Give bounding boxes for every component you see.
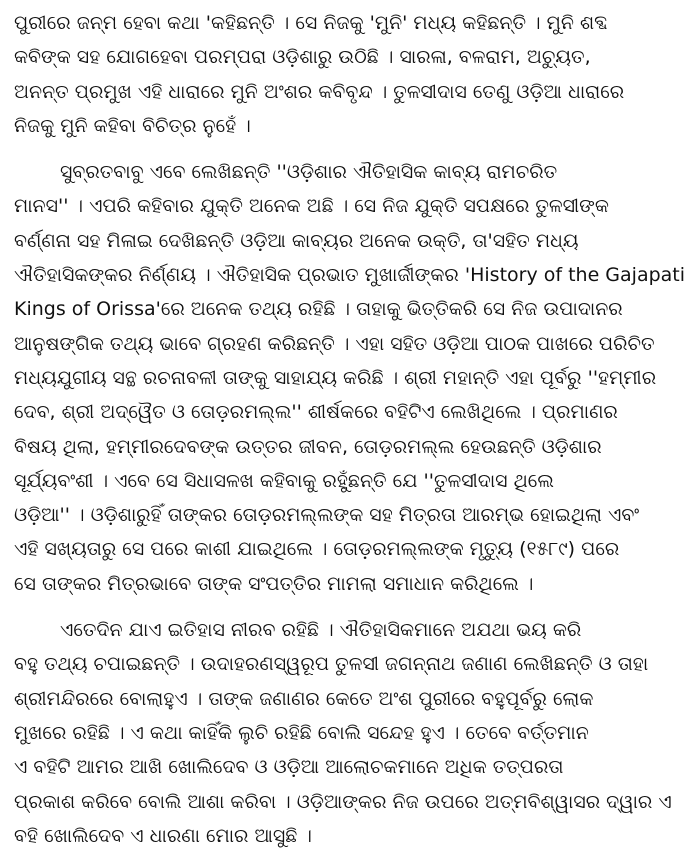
text-line: ଏହି ସଖ୍ୟତାରୁ ସେ ପରେ କାଶୀ ଯାଇଥିଲେ । ତୋଡ଼ରମଲ୍ଲଙ୍କ ମୃତ୍ୟୁ (୧୫୮୯) ପରେ	[14, 538, 620, 561]
text-line: ଐତିହାସିକଙ୍କର ନିର୍ଣ୍ଣୟ । ଐତିହାସିକ ପ୍ରଭାତ ମୁଖାର୍ଜୀଙ୍କର 'History of the Gajapati	[14, 264, 685, 287]
paragraph-1	[14, 6, 625, 143]
text-line: ଏତେଦିନ ଯାଏ ଇତିହାସ ନୀରବ ରହିଛି । ଐତିହାସିକମାନେ ଅଯଥା ଭୟ କରି	[60, 619, 582, 642]
text-line: ଶ୍ରୀମନ୍ଦିରରେ ବୋଲାହୁଏ । ତାଙ୍କ ଜଣାଣର କେତେ ଅଂଶ ପୁରୀରେ ବହୁପୂର୍ବରୁ ଲୋକ	[14, 687, 594, 710]
text-line: ଦେବ, ଶ୍ରୀ ଅଦ୍ୱୈତ ଓ ତୋଡ଼ରମଲ୍ଲ'' ଶୀର୍ଷକରେ ବହିଟିଏ ଲେଖିଥିଲେ । ପ୍ରମାଣର	[14, 401, 618, 424]
text-line: ଆନୁଷଙ୍ଗିକ ତଥ୍ୟ ଭାବେ ଗ୍ରହଣ କରିଛନ୍ତି । ଏହା ସହିତ ଓଡ଼ିଆ ପାଠକ ପାଖରେ ପରିଚିତ	[14, 332, 655, 355]
paragraph-3	[14, 613, 672, 853]
text-line: Kings of Orissa'ରେ ଅନେକ ତଥ୍ୟ ରହିଛି । ତାହାକୁ ଭିତ୍ତିକରି ସେ ନିଜ ଉପାଦାନର	[14, 298, 623, 321]
text-line: ପ୍ରକାଶ କରିବେ ବୋଲି ଆଶା କରିବା । ଓଡ଼ିଆଙ୍କର ନିଜ ଉପରେ ଅତ୍ମବିଶ୍ୱାସର ଦ୍ୱାର ଏ	[14, 790, 672, 813]
text-line: ବର୍ଣ୍ଣନା ସହ ମିଳାଇ ଦେଖିଛନ୍ତି ଓଡ଼ିଆ କାବ୍ୟର ଅନେକ ଉକ୍ତି, ତା'ସହିତ ମଧ୍ୟ	[14, 229, 579, 252]
text-line: ଓଡ଼ିଆ'' । ଓଡ଼ିଶାରୁହିଁ ତାଙ୍କର ତୋଡ଼ରମଲ୍ଲଙ୍କ ସହ ମିତ୍ରତା ଆରମ୍ଭ ହୋଇଥିଲା ଏବଂ	[14, 504, 640, 527]
text-line: ବିଷୟ ଥିଲା, ହମ୍ମୀରଦେବଙ୍କ ଉତ୍ତର ଜୀବନ, ତୋଡ଼ରମଲ୍ଲ ହେଉଛନ୍ତି ଓଡ଼ିଶାର	[14, 435, 602, 458]
text-line: ସେ ତାଙ୍କର ମିତ୍ରଭାବେ ତାଙ୍କ ସଂପତ୍ତିର ମାମଲା ସମାଧାନ କରିଥିଲେ ।	[14, 572, 534, 595]
text-line: ବହୁ ତଥ୍ୟ ଚପାଇଛନ୍ତି । ଉଦାହରଣସ୍ୱରୂପ ତୁଳସୀ ଜଗନ୍ନାଥ ଜଣାଣ ଲେଖିଛନ୍ତି ଓ ତାହା	[14, 653, 649, 676]
text-line: ନିଜକୁ ମୁନି କହିବା ବିଚିତ୍ର ନୁହେଁ ।	[14, 114, 251, 137]
text-line: ଏ ବହିଟି ଆମର ଆଖି ଖୋଲିଦେବ ଓ ଓଡ଼ିଆ ଆଲୋଚକମାନେ ଅଧିକ ତତ୍ପରତା	[14, 756, 564, 779]
paragraph-2	[14, 155, 685, 601]
text-line: ଅନନ୍ତ ପ୍ରମୁଖ ଏହି ଧାରାରେ ମୁନି ଅଂଶର କବିବୃନ୍ଦ । ତୁଳସୀଦାସ ତେଣୁ ଓଡ଼ିଆ ଧାରାରେ	[14, 80, 625, 103]
text-line: ମୁଖରେ ରହିଛି । ଏ କଥା କାହିଁକି ଲୁଚି ରହିଛି ବୋଲି ସନ୍ଦେହ ହୁଏ । ତେବେ ବର୍ତ୍ତମାନ	[14, 721, 589, 744]
text-line: କବିଙ୍କ ସହ ଯୋଗହେବା ପରମ୍ପରା ଓଡ଼ିଶାରୁ ଉଠିଛି । ସାରଳା, ବଳରାମ, ଅଚ୍ୟୁତ,	[14, 46, 591, 69]
text-line: ପୁରୀରେ ଜନ୍ମ ହେବା କଥା 'କହିଛନ୍ତି । ସେ ନିଜକୁ 'ମୁନି' ମଧ୍ୟ କହିଛନ୍ତି । ମୁନି ଶବ୍ଦ	[14, 12, 608, 34]
text-line: ମାନସ'' । ଏପରି କହିବାର ଯୁକ୍ତି ଅନେକ ଅଛି । ସେ ନିଜ ଯୁକ୍ତି ସପକ୍ଷରେ ତୁଳସୀଙ୍କ	[14, 195, 609, 218]
text-line: ସୂର୍ଯ୍ୟବଂଶୀ । ଏବେ ସେ ସିଧାସଳଖ କହିବାକୁ ରହୁଁଛନ୍ତି ଯେ ''ତୁଳସୀଦାସ ଥିଲେ	[14, 469, 554, 492]
text-line: ସୁବ୍ରତବାବୁ ଏବେ ଲେଖିଛନ୍ତି ''ଓଡ଼ିଶାର ଐତିହାସିକ କାବ୍ୟ ରାମଚରିତ	[60, 161, 558, 184]
text-line: ବହି ଖୋଲିଦେବ ଏ ଧାରଣା ମୋର ଆସୁଛି ।	[14, 824, 312, 847]
text-line: ମଧ୍ୟଯୁଗୀୟ ସନ୍ଥ ରଚନାବଳୀ ତାଙ୍କୁ ସାହାଯ୍ୟ କରିଛି । ଶ୍ରୀ ମହାନ୍ତି ଏହା ପୂର୍ବରୁ ''ହମ୍ମୀର	[14, 366, 657, 389]
